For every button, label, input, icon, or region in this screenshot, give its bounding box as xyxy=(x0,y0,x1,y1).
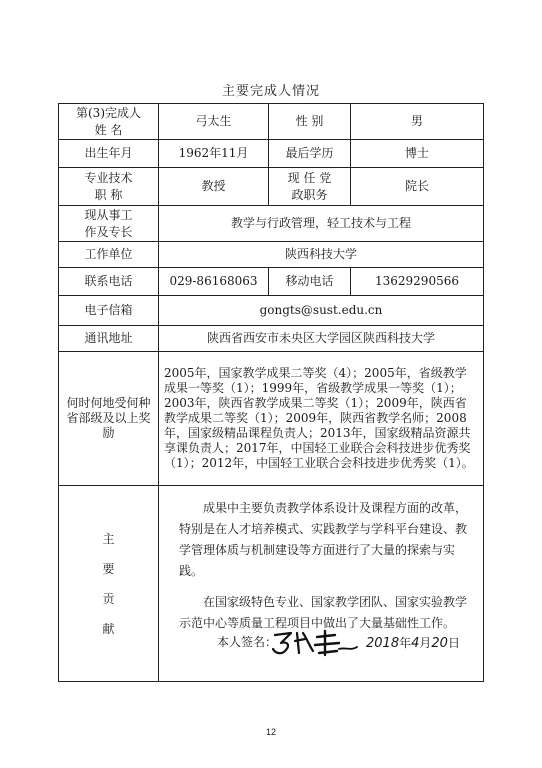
row-address xyxy=(59,326,484,352)
row-name xyxy=(59,104,484,140)
contribution-paragraph-1: 成果中主要负责教学体系设计及课程方面的改革，特别是在人才培养模式、实践教学与学科平台建设、教学管理体质与机制建设等方面进行了大量的探索与实践。 xyxy=(179,501,468,578)
workplace-label: 工作单位 xyxy=(59,242,159,268)
workplace-value: 陕西科技大学 xyxy=(159,242,484,268)
address-label: 通讯地址 xyxy=(59,326,159,352)
row-workplace xyxy=(59,242,484,268)
name-label: 第(3)完成人 姓 名 xyxy=(59,104,159,140)
row-specialty xyxy=(59,206,484,242)
contribution-label: 主 要 贡 献 xyxy=(59,486,159,682)
address-value: 陕西省西安市未央区大学园区陕西科技大学 xyxy=(159,326,484,352)
row-birth xyxy=(59,140,484,168)
awards-value: 2005年，国家教学成果二等奖（4）；2005年，省级教学成果一等奖（1）；1999年，省级教学成果一等奖（1）；2003年，陕西省教学成果二等奖（1）；2009年，陕西省教学成果二等奖（1）；2009年，陕西省教学名师；2008年，国家级精品课程负责人；2013年，国家级精品资源共享课负责人；2017年，中国轻工业联合会科技进步优秀奖（1）；2012年，中国轻工业联合会科技进步优秀奖（1）。 xyxy=(159,352,484,486)
education-value: 博士 xyxy=(351,140,484,168)
signature-label: 本人签名： xyxy=(217,635,278,649)
row-title xyxy=(59,168,484,206)
birth-label: 出生年月 xyxy=(59,140,159,168)
position-label: 现 任 党 政职务 xyxy=(269,168,351,206)
specialty-value: 教学与行政管理，轻工技术与工程 xyxy=(159,206,484,242)
specialty-label: 现从事工 作及专长 xyxy=(59,206,159,242)
name-value: 弓太生 xyxy=(159,104,269,140)
contribution-paragraph-2: 在国家级特色专业、国家教学团队、国家实验教学示范中心等质量工程项目中做出了大量基础性工作。 xyxy=(179,595,468,630)
contribution-content xyxy=(159,486,484,682)
handwritten-signature xyxy=(269,629,361,657)
phone-label: 联系电话 xyxy=(59,268,159,296)
position-value: 院长 xyxy=(351,168,484,206)
mobile-value: 13629290566 xyxy=(351,268,484,296)
gender-label: 性 别 xyxy=(269,104,351,140)
gender-value: 男 xyxy=(351,104,484,140)
personnel-form-table xyxy=(58,103,484,682)
row-phone xyxy=(59,268,484,296)
mobile-label: 移动电话 xyxy=(269,268,351,296)
row-contribution xyxy=(59,486,484,682)
page-number: 12 xyxy=(265,727,276,737)
phone-value: 029-86168063 xyxy=(159,268,269,296)
signature-date: 2018年4月20日 xyxy=(366,636,460,651)
birth-value: 1962年11月 xyxy=(159,140,269,168)
email-value: gongts@sust.edu.cn xyxy=(159,296,484,326)
row-email xyxy=(59,296,484,326)
professional-title-label: 专业技术 职 称 xyxy=(59,168,159,206)
row-awards xyxy=(59,352,484,486)
professional-title-value: 教授 xyxy=(159,168,269,206)
awards-label: 何时何地受何种省部级及以上奖励 xyxy=(59,352,159,486)
page-title: 主要完成人情况 xyxy=(221,84,320,99)
education-label: 最后学历 xyxy=(269,140,351,168)
email-label: 电子信箱 xyxy=(59,296,159,326)
